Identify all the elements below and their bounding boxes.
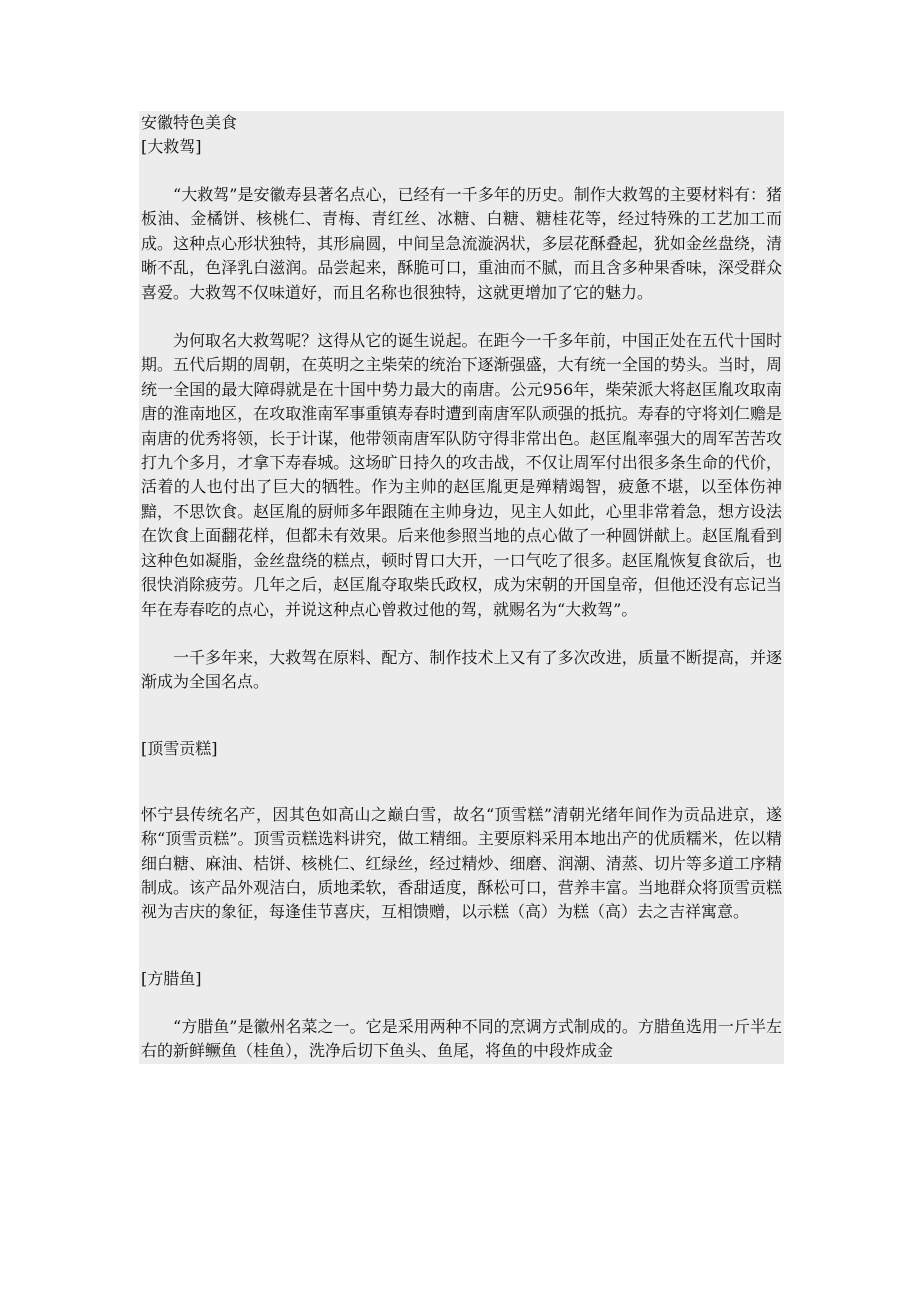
paragraph: “大救驾”是安徽寿县著名点心，已经有一千多年的历史。制作大救驾的主要材料有：猪板油、金橘饼、核桃仁、青梅、青红丝、冰糖、白糖、糖桂花等，经过特殊的工艺加工而成。这种点心形状独特，其形扁圆，中间呈急流漩涡状，多层花酥叠起，犹如金丝盘绕，清晰不乱，色泽乳白滋润。品尝起来，酥脆可口，重油而不腻，而且含多种果香味，深受群众喜爱。大救驾不仅味道好，而且名称也很独特，这就更增加了它的魅力。 — [141, 185, 782, 302]
paragraph: 为何取名大救驾呢？这得从它的诞生说起。在距今一千多年前，中国正处在五代十国时期。五代后期的周朝，在英明之主柴荣的统治下逐渐强盛，大有统一全国的势头。当时，周统一全国的最大障碍就是在十国中势力最大的南唐。公元956年，柴荣派大将赵匡胤攻取南唐的淮南地区，在攻取淮南军事重镇寿春时遭到南唐军队顽强的抵抗。寿春的守将刘仁赡是南唐的优秀将领，长于计谋，他带领南唐军队防守得非常出色。赵匡胤率强大的周军苦苦攻打九个多月，才拿下寿春城。这场旷日持久的攻击战，不仅让周军付出很多条生命的代价，活着的人也付出了巨大的牺牲。作为主帅的赵匡胤更是殚精竭智，疲惫不堪，以至体伤神黯，不思饮食。赵匡胤的厨师多年跟随在主帅身边，见主人如此，心里非常着急，想方设法在饮食上面翻花样，但都未有效果。后来他参照当地的点心做了一种圆饼献上。赵匡胤看到这种色如凝脂，金丝盘绕的糕点，顿时胃口大开，一口气吃了很多。赵匡胤恢复食欲后，也很快消除疲劳。几年之后，赵匡胤夺取柴氏政权，成为宋朝的开国皇帝，但他还没有忘记当年在寿春吃的点心，并说这种点心曾救过他的驾，就赐名为“大救驾”。 — [141, 331, 782, 619]
paragraph: “方腊鱼”是徽州名菜之一。它是采用两种不同的烹调方式制成的。方腊鱼选用一斤半左右的新鲜鳜鱼（桂鱼），洗净后切下鱼头、鱼尾，将鱼的中段炸成金 — [141, 1016, 782, 1061]
document-title: 安徽特色美食 — [141, 113, 238, 132]
paragraph: 怀宁县传统名产，因其色如高山之巅白雪，故名“顶雪糕”清朝光绪年间作为贡品进京，遂称“顶雪贡糕”。顶雪贡糕选料讲究，做工精细。主要原料采用本地出产的优质糯米，佐以精细白糖、麻油、桔饼、核桃仁、红绿丝，经过精炒、细磨、润潮、清蒸、切片等多道工序精制成。该产品外观洁白，质地柔软，香甜适度，酥松可口，营养丰富。当地群众将顶雪贡糕视为吉庆的象征，每逢佳节喜庆，互相馈赠，以示糕（高）为糕（高）去之吉祥寓意。 — [141, 804, 782, 922]
section-heading-dingxuegonggao: [顶雪贡糕] — [141, 738, 218, 758]
paragraph: 一千多年来，大救驾在原料、配方、制作技术上又有了多次改进，质量不断提高，并逐渐成为全国名点。 — [141, 647, 782, 692]
section-heading-dajiujia: [大救驾] — [141, 137, 202, 156]
section-heading-fanglayu: [方腊鱼] — [141, 968, 202, 988]
document-body — [139, 111, 784, 1064]
